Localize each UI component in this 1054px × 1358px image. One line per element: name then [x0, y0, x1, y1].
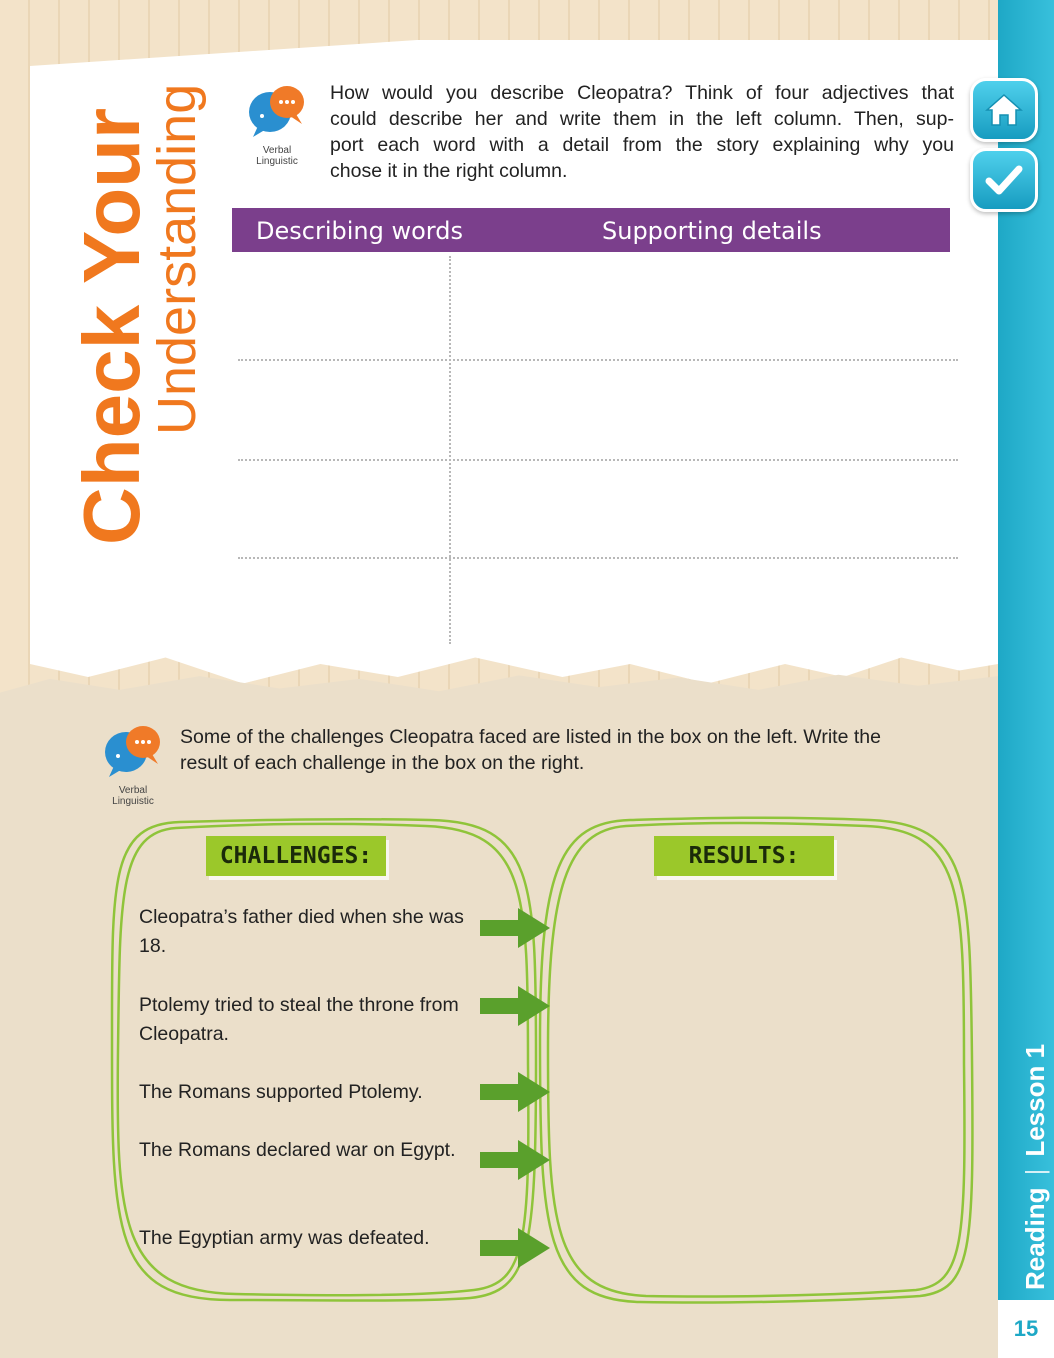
challenge-item: The Romans declared war on Egypt.: [139, 1139, 456, 1161]
title-sub: Understanding: [147, 83, 207, 435]
badge-label-line1: Verbal: [262, 145, 292, 156]
results-title: RESULTS:: [654, 836, 834, 876]
results-writing-area[interactable]: [560, 890, 960, 1290]
label-separator: |: [1020, 1168, 1050, 1176]
instruction-line: port each word with a detail from the story explaining why you: [330, 134, 954, 156]
challenges-title: CHALLENGES:: [206, 836, 386, 876]
instruction-line: chose it in the right column.: [330, 160, 568, 182]
challenge-item: The Romans supported Ptolemy.: [139, 1081, 423, 1103]
challenge-item: Ptolemy tried to steal the throne from Cleopatra.: [139, 994, 459, 1045]
title-main: Check Your: [67, 107, 156, 545]
column-header-supporting-details: Supporting details: [602, 217, 822, 245]
column-header-describing-words: Describing words: [256, 217, 463, 245]
lesson-number-label: Lesson 1: [1020, 1043, 1050, 1157]
challenge-item: The Egyptian army was defeated.: [139, 1227, 430, 1249]
subject-label: Reading: [1020, 1187, 1050, 1290]
arrow-right-icon: [478, 1226, 552, 1270]
lesson-label: [1020, 1044, 1051, 1290]
badge-label-line1: Verbal: [118, 785, 148, 796]
instruction-line: could describe her and write them in the left column. Then, sup-: [330, 108, 954, 130]
instruction-line: Some of the challenges Cleopatra faced are listed in the box on the left. Write the: [180, 726, 881, 748]
arrow-right-icon: [478, 1138, 552, 1182]
instruction-line: How would you describe Cleopatra? Think of four adjectives that: [330, 82, 954, 104]
arrow-right-icon: [478, 906, 552, 950]
instruction-line: result of each challenge in the box on the right.: [180, 752, 585, 774]
badge-label-line2: Linguistic: [256, 156, 298, 167]
arrow-right-icon: [478, 984, 552, 1028]
badge-label-line2: Linguistic: [112, 796, 154, 807]
challenge-item: Cleopatra’s father died when she was 18.: [139, 906, 464, 957]
page-number: 15: [998, 1300, 1054, 1358]
arrow-right-icon: [478, 1070, 552, 1114]
